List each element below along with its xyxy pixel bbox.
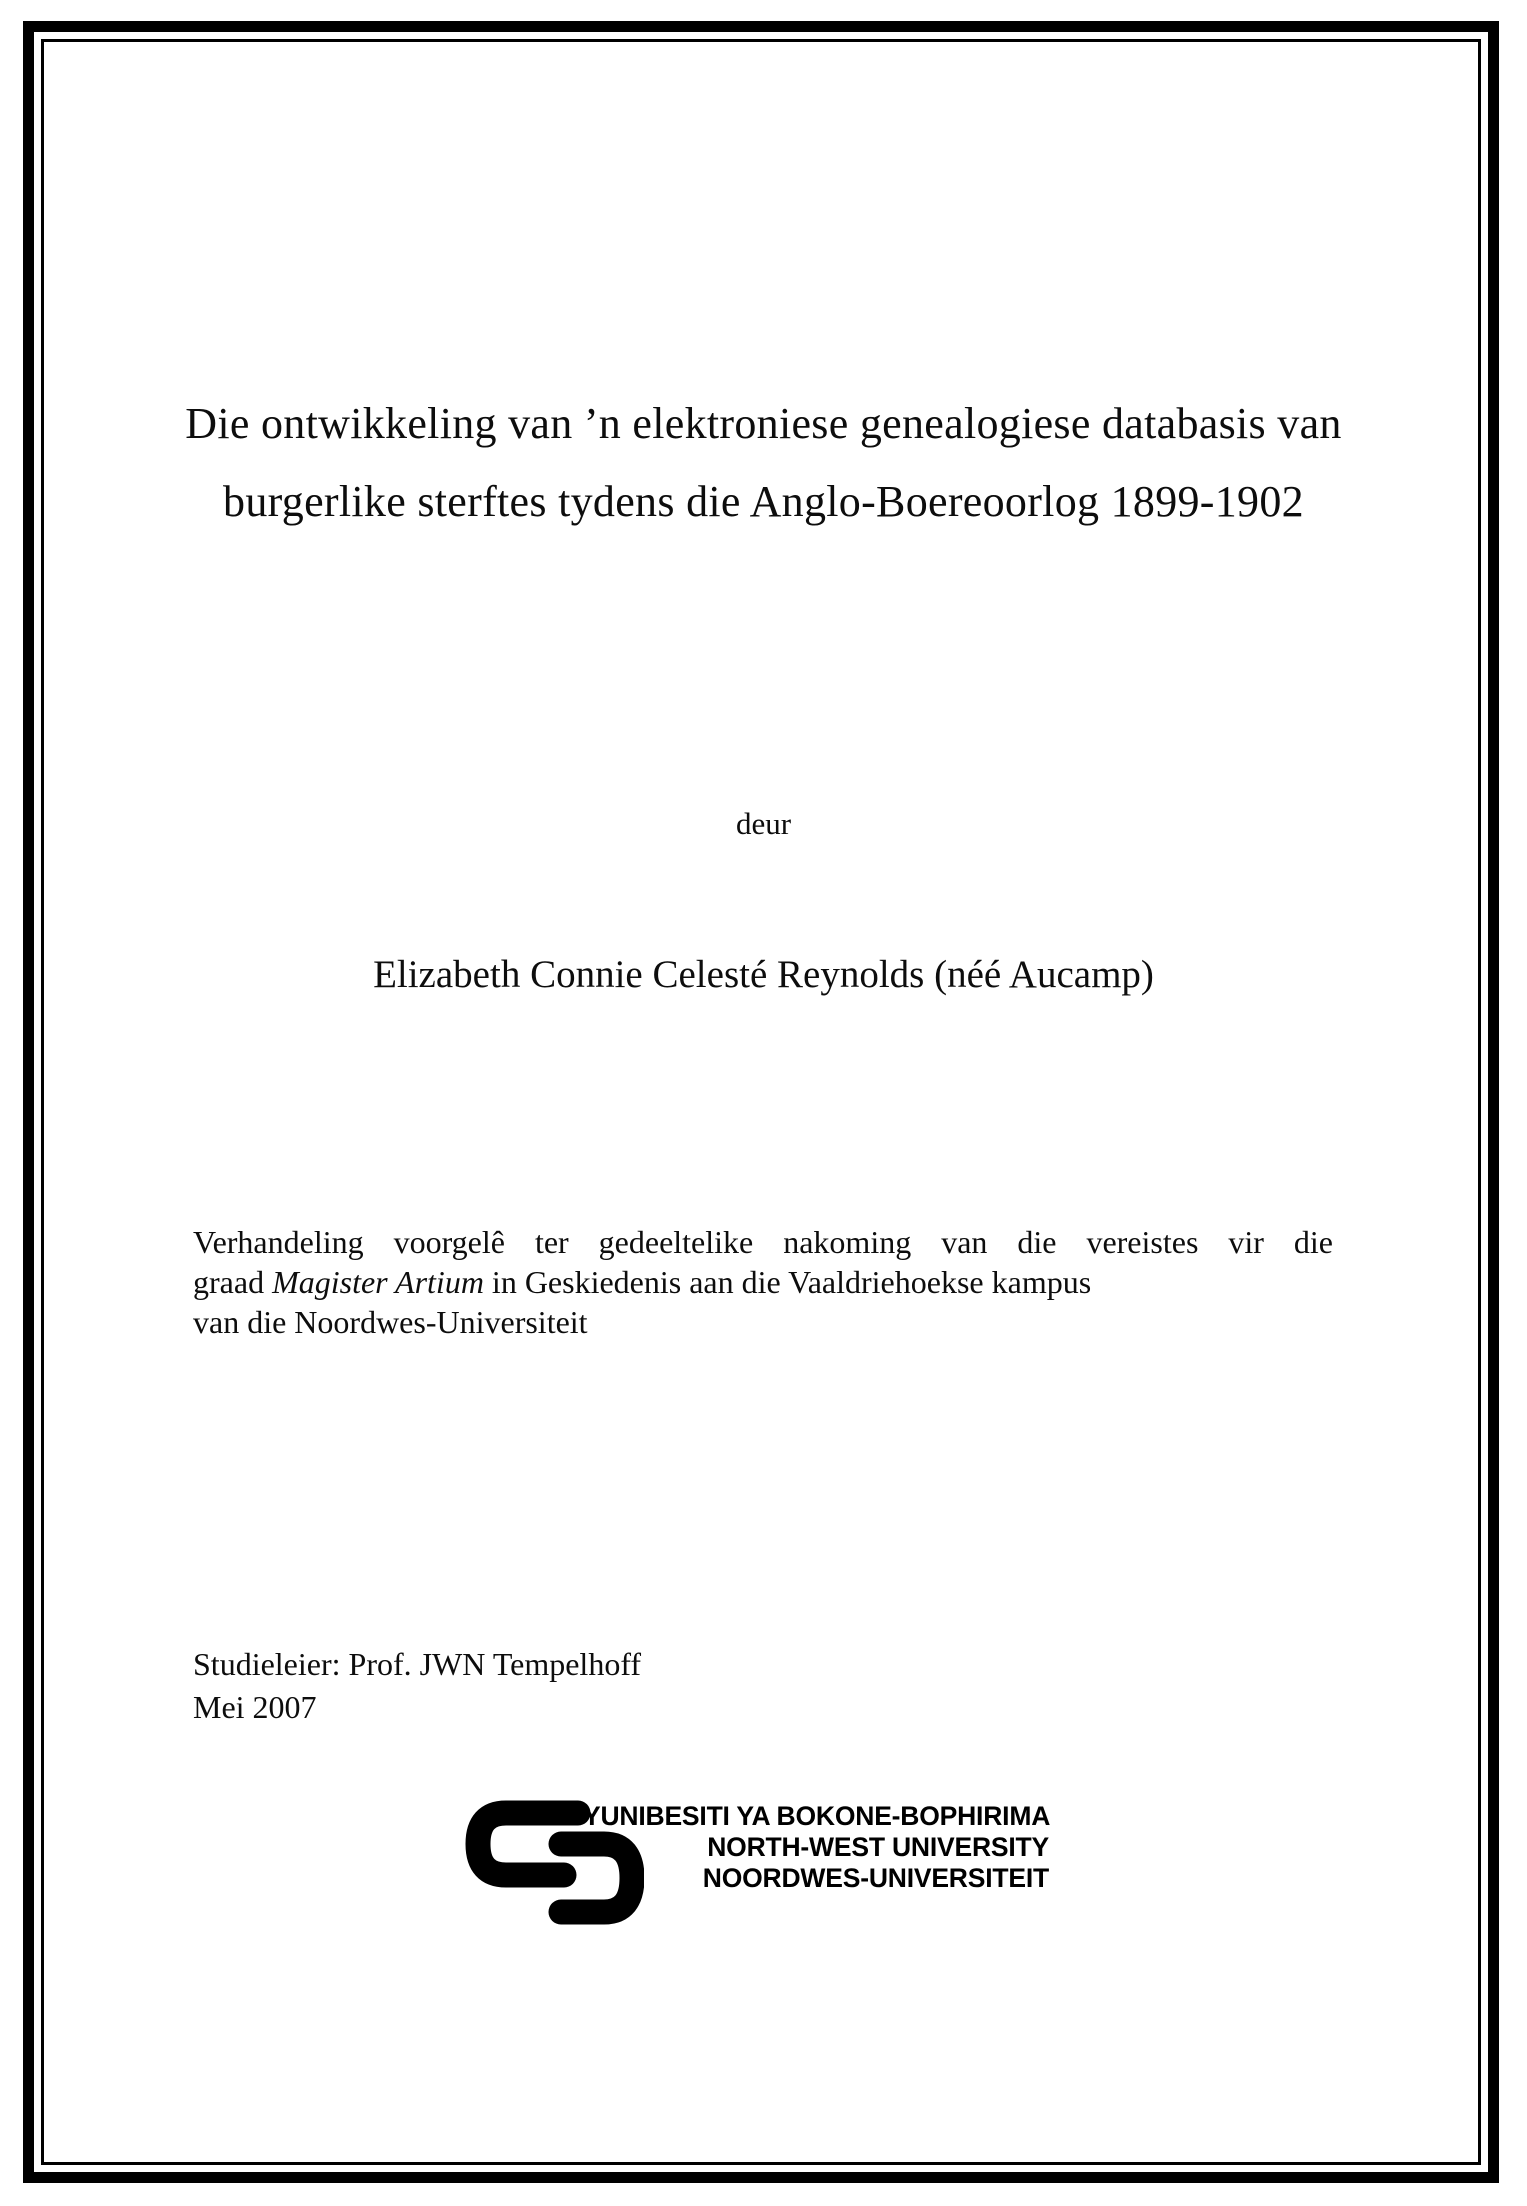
thesis-title-line-1: Die ontwikkeling van ’n elektroniese genealogiese databasis van	[185, 399, 1342, 448]
degree-statement-line-2-post: in Geskiedenis aan die Vaaldriehoekse kampus	[483, 1264, 1092, 1300]
university-name-afrikaans: NOORDWES-UNIVERSITEIT	[702, 1863, 1049, 1893]
author-name: Elizabeth Connie Celesté Reynolds (néé Aucamp)	[373, 953, 1154, 996]
university-name-english: NORTH-WEST UNIVERSITY	[707, 1832, 1049, 1862]
byline-label: deur	[735, 806, 792, 841]
degree-statement	[193, 1222, 1333, 1342]
supervisor-line: Studieleier: Prof. JWN Tempelhoff	[193, 1646, 642, 1682]
degree-name: Magister Artium	[272, 1264, 484, 1300]
degree-statement-line-1: Verhandeling voorgelê ter gedeeltelike nakoming van die vereistes vir die	[193, 1224, 1333, 1260]
degree-statement-line-2-pre: graad	[193, 1264, 273, 1300]
university-wordmark	[583, 1801, 1049, 1894]
degree-statement-line-2	[193, 1262, 1333, 1302]
university-name-setswana: YUNIBESITI YA BOKONE-BOPHIRIMA	[583, 1801, 1051, 1831]
date-line: Mei 2007	[193, 1689, 317, 1725]
degree-statement-line-3: van die Noordwes-Universiteit	[193, 1304, 588, 1340]
thesis-title-line-2: burgerlike sterftes tydens die Anglo-Boereoorlog 1899-1902	[223, 477, 1304, 526]
supervisor-block	[193, 1643, 641, 1729]
thesis-title	[110, 385, 1417, 541]
